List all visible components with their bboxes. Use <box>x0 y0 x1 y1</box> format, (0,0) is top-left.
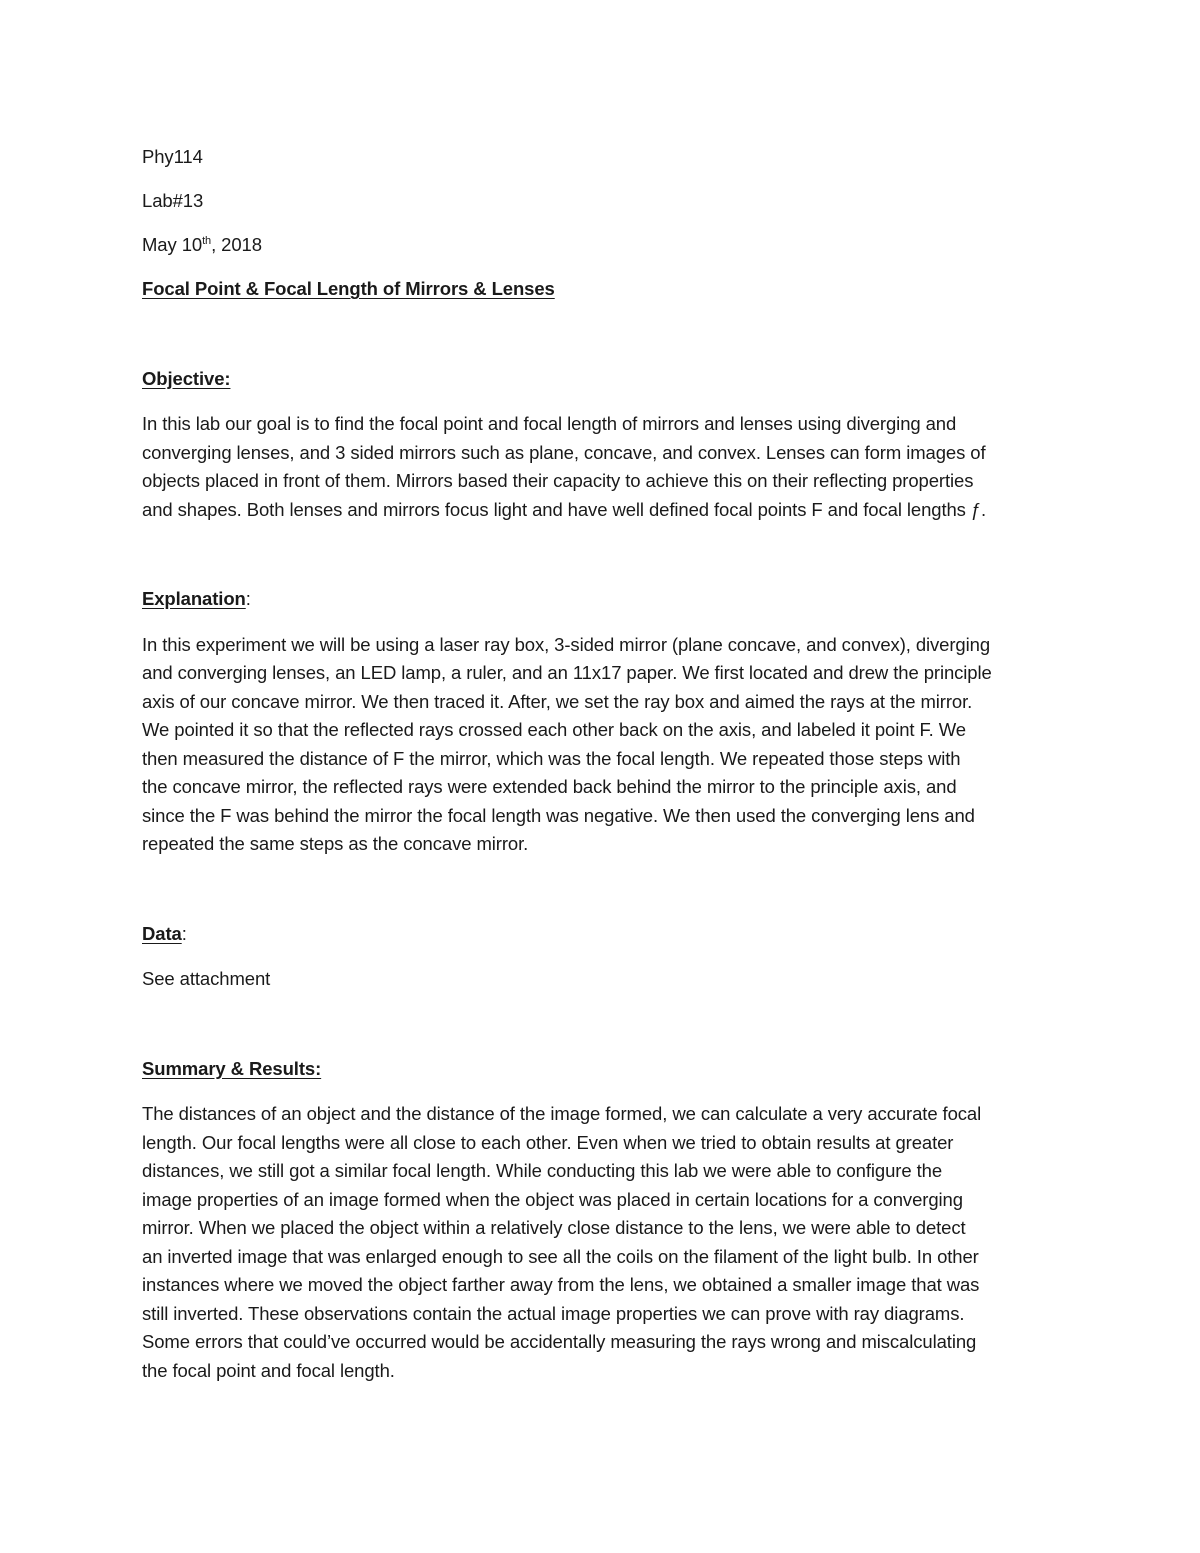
report-title: Focal Point & Focal Length of Mirrors & Lenses <box>142 278 555 299</box>
summary-line: image properties of an image formed when the object was placed in certain locations for a converging <box>142 1188 963 1210</box>
summary-line: an inverted image that was enlarged enough to see all the coils on the filament of the light bulb. In other <box>142 1245 979 1267</box>
explanation-heading-tail: : <box>245 588 251 609</box>
document-body <box>142 143 1062 1385</box>
objective-heading-text: Objective: <box>142 367 231 389</box>
course-name: Phy114 <box>142 146 203 167</box>
explanation-line: In this experiment we will be using a laser ray box, 3-sided mirror (plane concave, and convex), diverging <box>142 633 991 655</box>
report-date <box>142 231 1062 260</box>
objective-paragraph <box>142 410 1062 524</box>
explanation-line: and converging lenses, an LED lamp, a ruler, and an 11x17 paper. We first located and drew the principle <box>142 662 992 683</box>
summary-line: The distances of an object and the distance of the image formed, we can calculate a very accurate focal <box>142 1103 982 1124</box>
objective-line: In this lab our goal is to find the focal point and focal length of mirrors and lenses using diverging and <box>142 413 957 434</box>
explanation-heading-text: Explanation <box>142 588 246 609</box>
summary-line: Some errors that could’ve occurred would be accidentally measuring the rays wrong and miscalculating <box>142 1331 977 1352</box>
explanation-line: then measured the distance of F the mirror, which was the focal length. We repeated those steps with <box>142 747 961 769</box>
summary-line: instances where we moved the object farther away from the lens, we obtained a smaller image that was <box>142 1274 980 1295</box>
data-heading-text: Data <box>142 922 182 944</box>
explanation-heading <box>142 585 1062 614</box>
summary-line: length. Our focal lengths were all close to each other. Even when we tried to obtain results at greater <box>142 1131 954 1153</box>
summary-heading <box>142 1055 1062 1084</box>
summary-line: distances, we still got a similar focal length. While conducting this lab we were able to configure the <box>142 1160 943 1181</box>
summary-line: mirror. When we placed the object within a relatively close distance to the lens, we were able to detect <box>142 1217 966 1238</box>
explanation-line: We pointed it so that the reflected rays crossed each other back on the axis, and labeled it point F. We <box>142 719 966 740</box>
date-suffix: , 2018 <box>211 234 262 255</box>
explanation-line: axis of our concave mirror. We then traced it. After, we set the ray box and aimed the rays at the mirror. <box>142 690 973 712</box>
date-ordinal: th <box>202 234 212 247</box>
summary-heading-text: Summary & Results: <box>142 1057 322 1079</box>
objective-section <box>142 365 1062 525</box>
explanation-paragraph <box>142 631 1062 859</box>
explanation-line: repeated the same steps as the concave mirror. <box>142 833 529 854</box>
lab-number: Lab#13 <box>142 190 204 211</box>
objective-line: converging lenses, and 3 sided mirrors such as plane, concave, and convex. Lenses can form images of <box>142 441 986 463</box>
summary-line: still inverted. These observations contain the actual image properties we can prove with ray diagrams. <box>142 1302 965 1324</box>
explanation-line: since the F was behind the mirror the focal length was negative. We then used the converging lens and <box>142 804 975 826</box>
objective-line: objects placed in front of them. Mirrors based their capacity to achieve this on their reflecting properties <box>142 470 974 491</box>
data-line: See attachment <box>142 968 271 989</box>
summary-line: the focal point and focal length. <box>142 1359 395 1381</box>
data-heading <box>142 920 1062 949</box>
objective-line: and shapes. Both lenses and mirrors focus light and have well defined focal points F and focal lengths ƒ. <box>142 498 987 520</box>
explanation-section <box>142 585 1062 859</box>
data-paragraph <box>142 965 1062 994</box>
data-section <box>142 920 1062 994</box>
objective-heading <box>142 365 1062 394</box>
date-prefix: May 10 <box>142 234 203 255</box>
summary-paragraph <box>142 1100 1062 1385</box>
explanation-line: the concave mirror, the reflected rays were extended back behind the mirror to the principle axis, and <box>142 776 957 797</box>
summary-section <box>142 1055 1062 1386</box>
data-heading-tail: : <box>181 922 187 944</box>
